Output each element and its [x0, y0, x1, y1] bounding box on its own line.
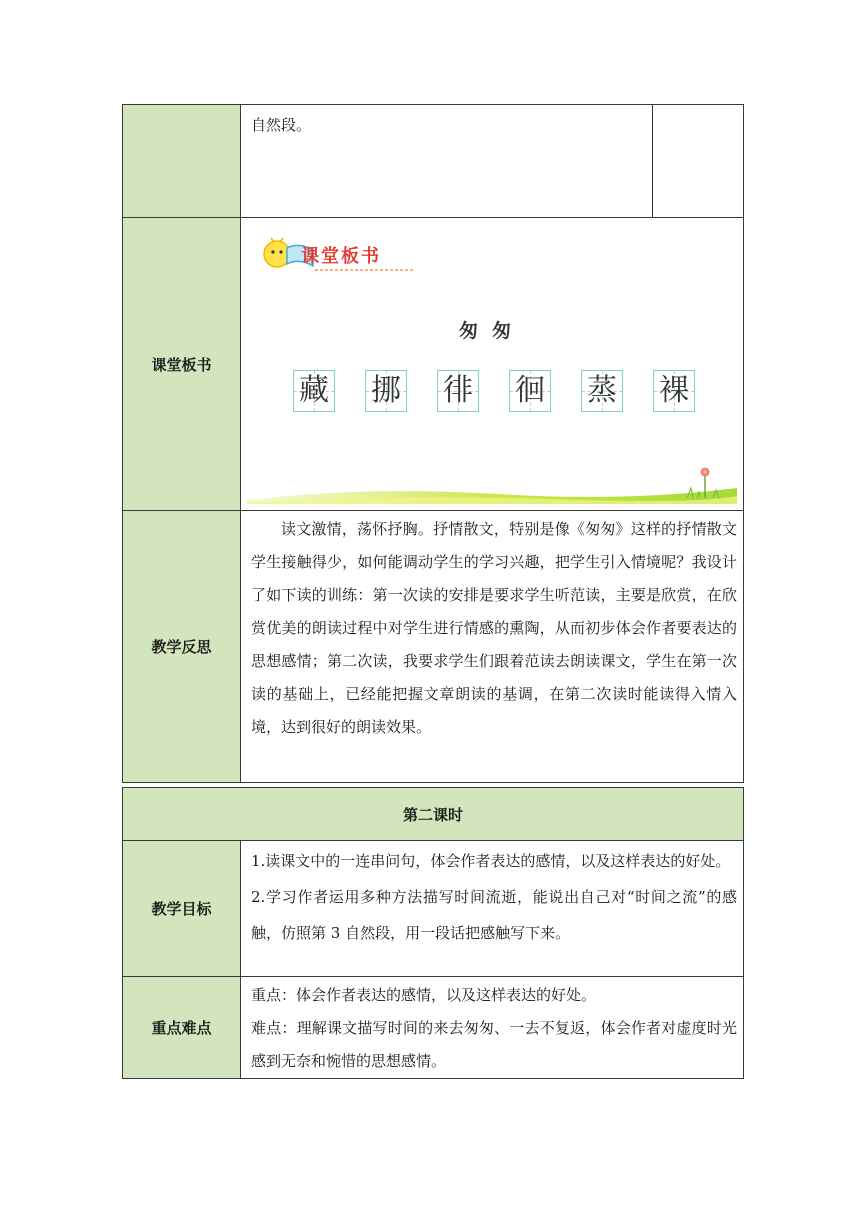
empty-cell — [653, 105, 744, 218]
continued-text-cell — [241, 105, 653, 218]
reflection-text: 读文激情，荡怀抒胸。抒情散文，特别是像《匆匆》这样的抒情散文学生接触得少，如何能调动学生的学习兴趣，把学生引入情境呢？我设计了如下读的训练：第一次读的安排是要求学生听范读，主要是欣赏，在欣赏优美的朗读过程中对学生进行情感的熏陶，从而初步体会作者要表达的思想感情；第二次读，我要求学生们跟着范读去朗读课文，学生在第一次读的基础上，已经能把握文章朗读的基调，在第二次读时能读得入情入境，达到很好的朗读效果。 — [251, 520, 737, 736]
board-badge-title: 课堂板书 — [301, 246, 381, 267]
vocab-character: 蒸 — [587, 373, 617, 408]
lesson-table-2 — [122, 787, 744, 1079]
vocab-character: 藏 — [299, 373, 329, 408]
objectives-cell — [241, 841, 744, 977]
continued-text: 自然段。 — [251, 116, 312, 134]
tianzige-box — [365, 370, 407, 412]
objective-item: 1.读课文中的一连串问句，体会作者表达的感情，以及这样表达的好处。 — [251, 852, 731, 870]
key-points-list — [241, 977, 743, 1078]
key-point-item: 重点：体会作者表达的感情，以及这样表达的好处。 — [251, 986, 597, 1004]
lesson-table-1 — [122, 104, 744, 783]
board-cell — [241, 218, 744, 511]
vocab-character: 徘 — [443, 373, 473, 408]
vocab-character: 裸 — [659, 373, 689, 408]
reflection-cell — [241, 511, 744, 783]
tianzige-box — [581, 370, 623, 412]
tianzige-box — [293, 370, 335, 412]
section-title: 第二课时 — [123, 788, 744, 841]
row-header-objectives: 教学目标 — [123, 841, 241, 977]
tianzige-box — [653, 370, 695, 412]
blackboard-design — [241, 218, 743, 510]
row-header-board: 课堂板书 — [123, 218, 241, 511]
objectives-list — [241, 841, 743, 951]
character-row — [293, 370, 693, 412]
objective-item: 2.学习作者运用多种方法描写时间流逝，能说出自己对“时间之流”的感触，仿照第 3 自然段，用一段话把感触写下来。 — [251, 888, 738, 942]
board-title: 匆匆 — [458, 320, 525, 342]
row-header-empty — [123, 105, 241, 218]
key-points-cell — [241, 977, 744, 1079]
difficulty-item: 难点：理解课文描写时间的来去匆匆、一去不复返，体会作者对虚度时光感到无奈和惋惜的思想感情。 — [251, 1019, 738, 1070]
tianzige-box — [509, 370, 551, 412]
vocab-character: 徊 — [515, 373, 545, 408]
grass-decoration — [247, 464, 737, 504]
tianzige-box — [437, 370, 479, 412]
vocab-character: 挪 — [371, 373, 401, 408]
row-header-reflection: 教学反思 — [123, 511, 241, 783]
row-header-key-points: 重点难点 — [123, 977, 241, 1079]
